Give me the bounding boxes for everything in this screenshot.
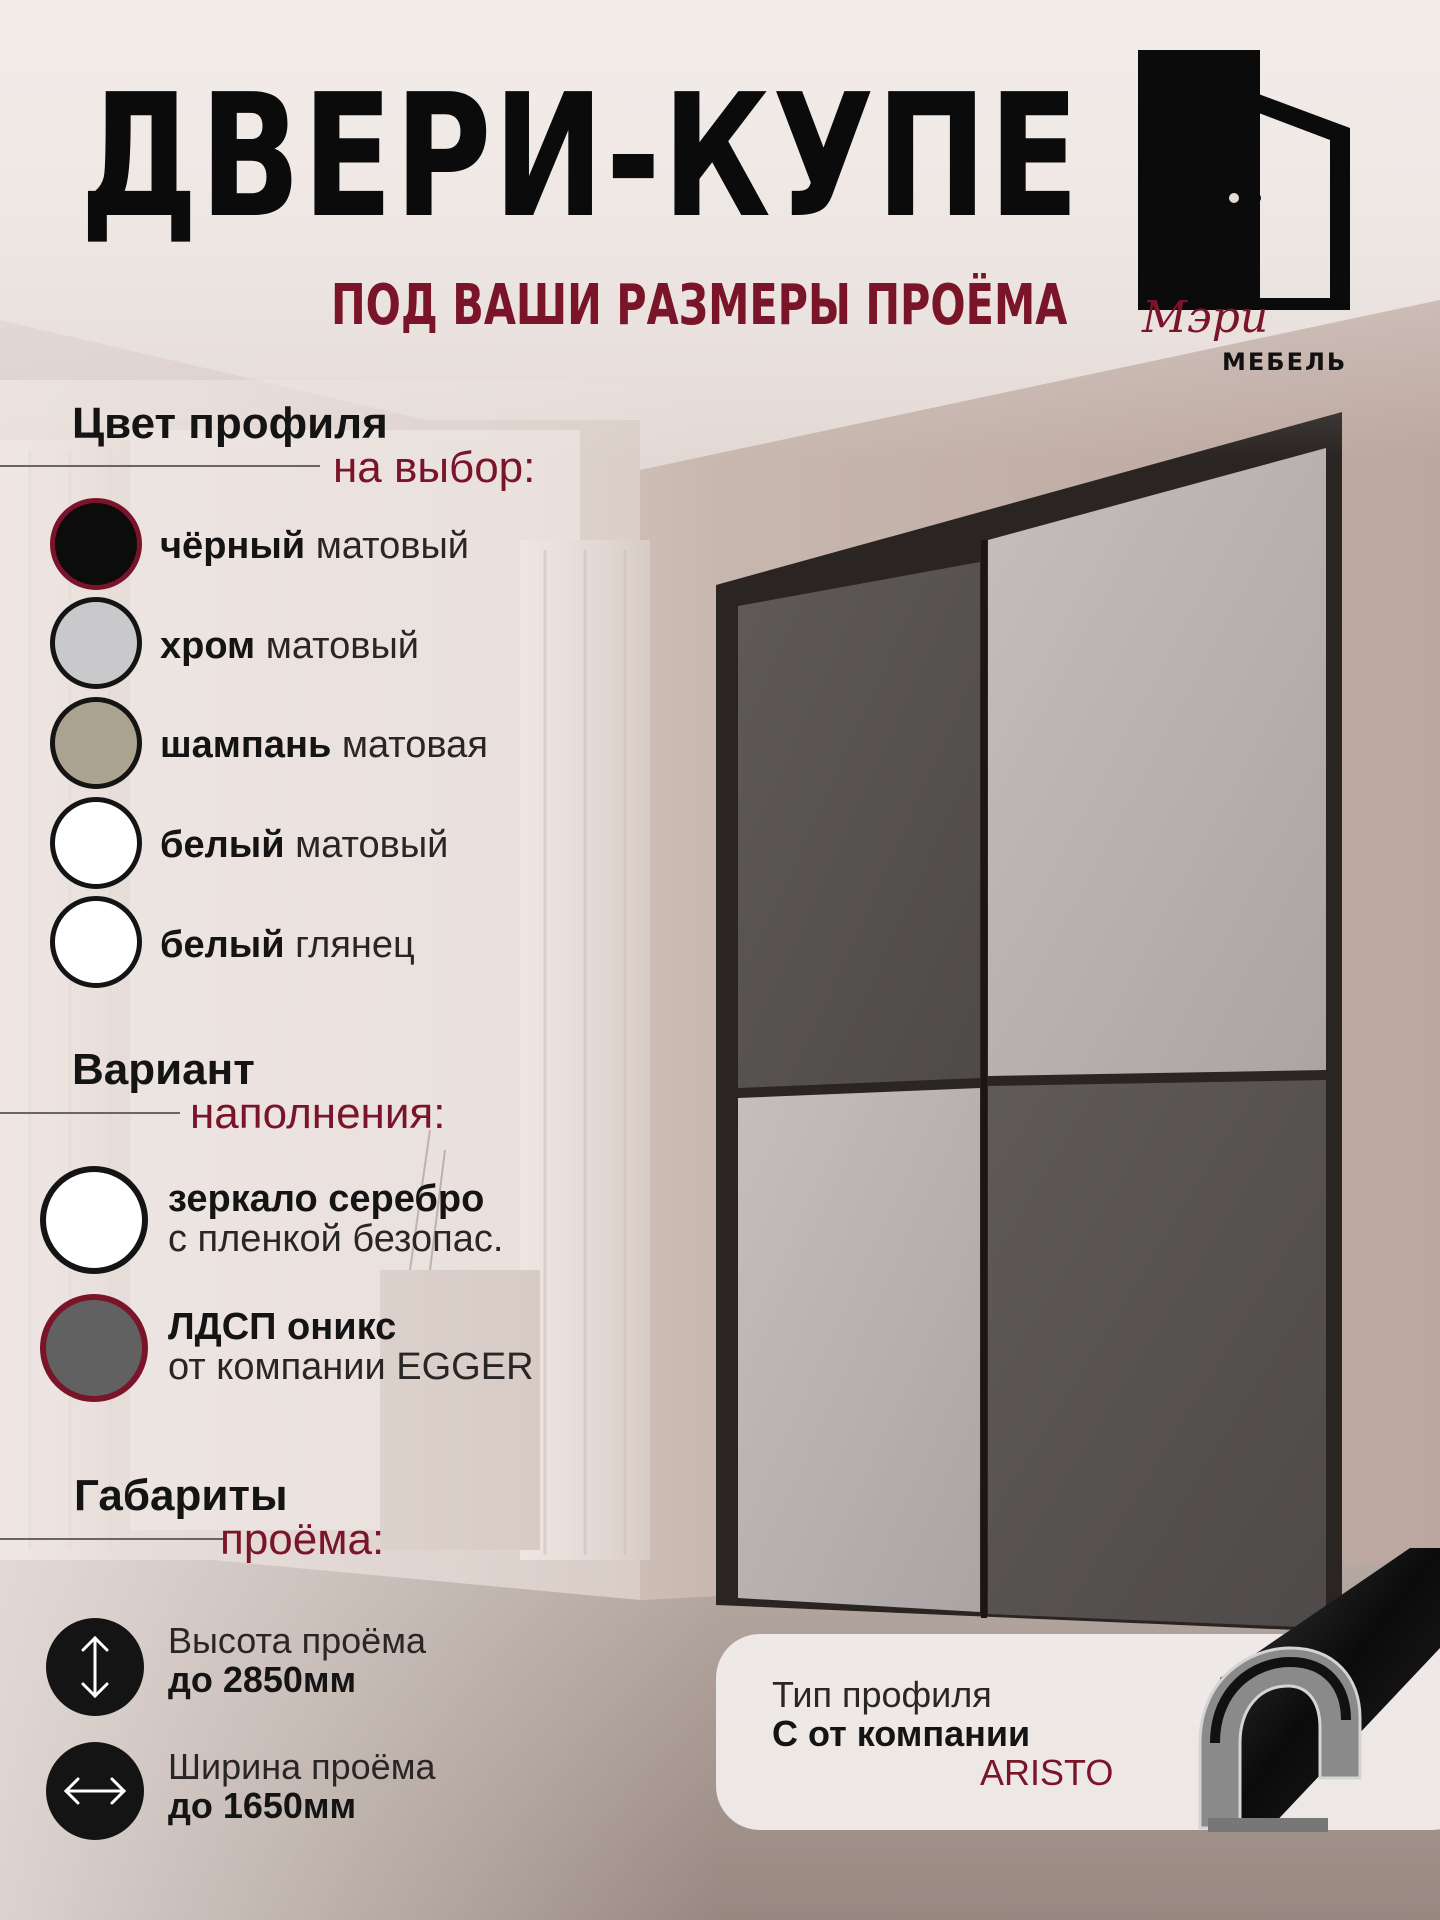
color-option-white-matte[interactable]: белый матовый <box>160 824 449 866</box>
color-option-white-gloss[interactable]: белый глянец <box>160 924 415 966</box>
page-title: ДВЕРИ-КУПЕ <box>80 58 1081 256</box>
color-swatch-white-gloss[interactable] <box>50 896 142 988</box>
color-swatch-black[interactable] <box>50 498 142 590</box>
sliding-wardrobe <box>716 412 1342 1632</box>
horizontal-arrows-icon <box>46 1742 144 1840</box>
logo-word: МЕБЕЛЬ <box>1222 348 1348 376</box>
filling-heading: Вариант <box>72 1045 255 1094</box>
aluminum-profile-image <box>1160 1528 1440 1868</box>
filling-swatch-ldsp[interactable] <box>40 1294 148 1402</box>
profile-type-text: Тип профиля С от компании ARISTO <box>772 1674 1114 1793</box>
color-option-chrome[interactable]: хром матовый <box>160 625 419 667</box>
page-subtitle: ПОД ВАШИ РАЗМЕРЫ ПРОЁМА <box>331 273 1068 338</box>
logo-script: Мэри <box>1142 292 1269 343</box>
divider <box>0 465 320 467</box>
width-limit: Ширина проёма до 1650мм <box>168 1746 436 1826</box>
color-swatch-white-matte[interactable] <box>50 797 142 889</box>
dimensions-heading: Габариты <box>74 1471 288 1520</box>
vertical-arrows-icon <box>46 1618 144 1716</box>
filling-swatch-mirror[interactable] <box>40 1166 148 1274</box>
color-swatch-champagne[interactable] <box>50 697 142 789</box>
color-option-champagne[interactable]: шампань матовая <box>160 724 488 766</box>
color-swatch-chrome[interactable] <box>50 597 142 689</box>
dimensions-subheading: проёма: <box>220 1515 385 1564</box>
filling-option-ldsp[interactable]: ЛДСП оникс от компании EGGER <box>168 1306 534 1388</box>
divider <box>0 1112 180 1114</box>
profile-color-subheading: на выбор: <box>333 443 536 492</box>
filling-subheading: наполнения: <box>190 1089 446 1138</box>
filling-option-mirror[interactable]: зеркало серебро с пленкой безопас. <box>168 1178 504 1260</box>
divider <box>0 1538 225 1540</box>
profile-color-heading: Цвет профиля <box>72 399 388 448</box>
height-limit: Высота проёма до 2850мм <box>168 1620 426 1700</box>
color-option-black[interactable]: чёрный матовый <box>160 525 469 567</box>
